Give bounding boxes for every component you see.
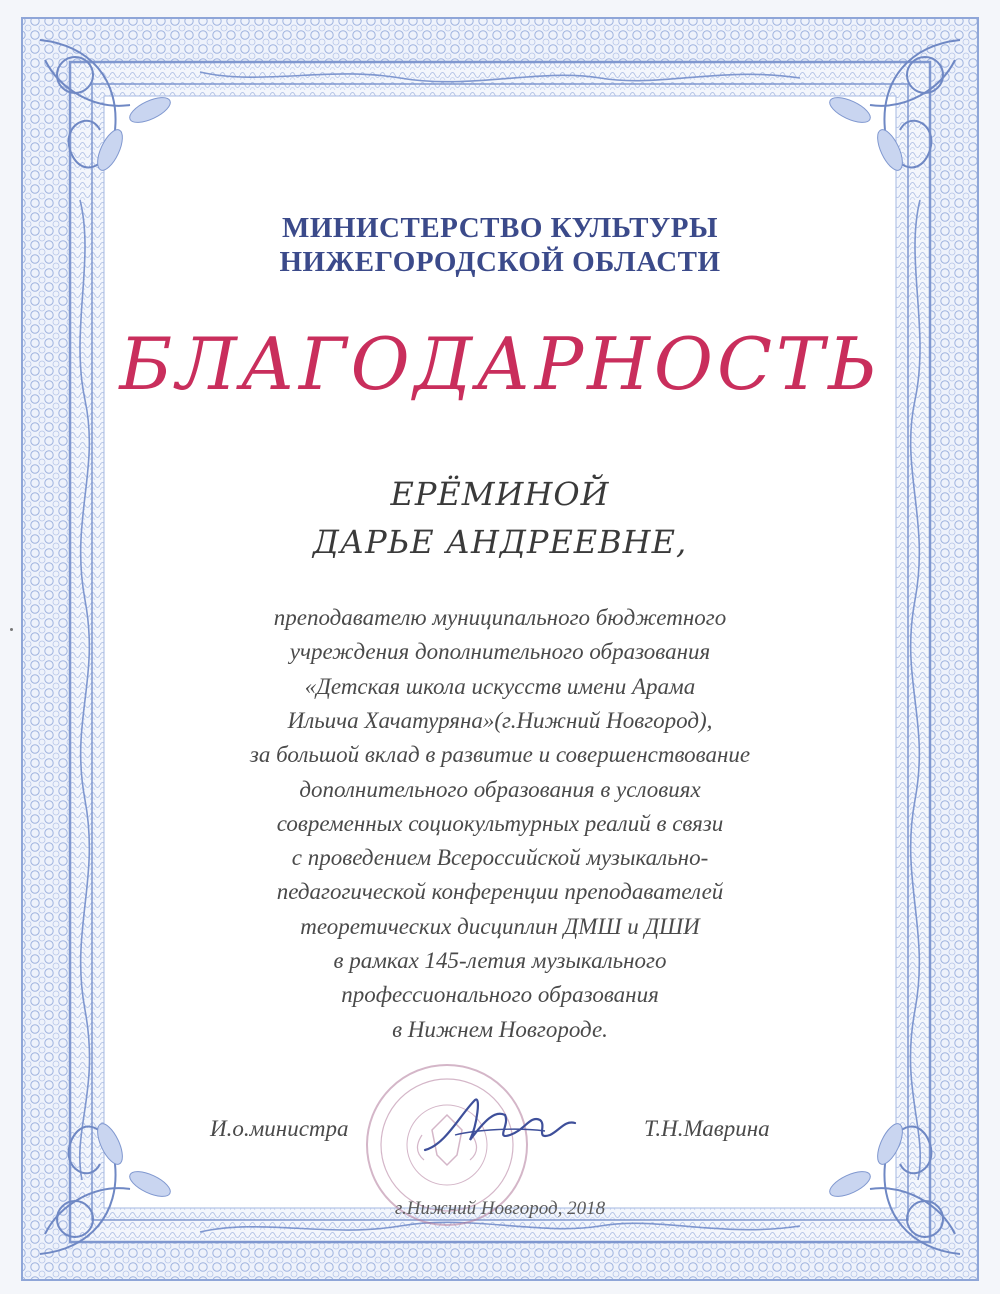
citation-line: преподавателю муниципального бюджетного: [273, 605, 727, 630]
citation-line: дополнительного образования в условиях: [299, 776, 701, 802]
signatory-position: И.о.министра: [210, 1116, 349, 1141]
signatory-name: Т.Н.Маврина: [644, 1116, 770, 1141]
place-and-year: г.Нижний Новгород, 2018: [394, 1198, 606, 1219]
citation-line: Ильича Хачатуряна»(г.Нижний Новгород),: [287, 707, 713, 733]
citation-line: с проведением Всероссийской музыкально-: [291, 845, 709, 871]
citation-line: в рамках 145-летия музыкального: [333, 948, 667, 973]
handwritten-signature: [415, 1085, 585, 1165]
recipient-given-names: ДАРЬЕ АНДРЕЕВНЕ,: [312, 523, 688, 561]
citation-line: в Нижнем Новгороде.: [392, 1016, 608, 1042]
issuer-line-2: НИЖЕГОРОДСКОЙ ОБЛАСТИ: [279, 246, 721, 278]
citation-line: профессионального образования: [341, 982, 659, 1008]
citation-line: за большой вклад в развитие и совершенствование: [249, 742, 751, 768]
citation-line: современных социокультурных реалий в связи: [276, 810, 724, 836]
recipient-surname: ЕРЁМИНОЙ: [390, 475, 610, 513]
document-title: БЛАГОДАРНОСТЬ: [119, 322, 881, 406]
issuer-line-1: МИНИСТЕРСТВО КУЛЬТУРЫ: [282, 212, 718, 244]
citation-line: учреждения дополнительного образования: [289, 639, 711, 665]
citation-line: «Детская школа искусств имени Арама: [304, 673, 696, 699]
citation-line: теоретических дисциплин ДМШ и ДШИ: [300, 913, 700, 939]
citation-line: педагогической конференции преподавателей: [276, 879, 724, 905]
